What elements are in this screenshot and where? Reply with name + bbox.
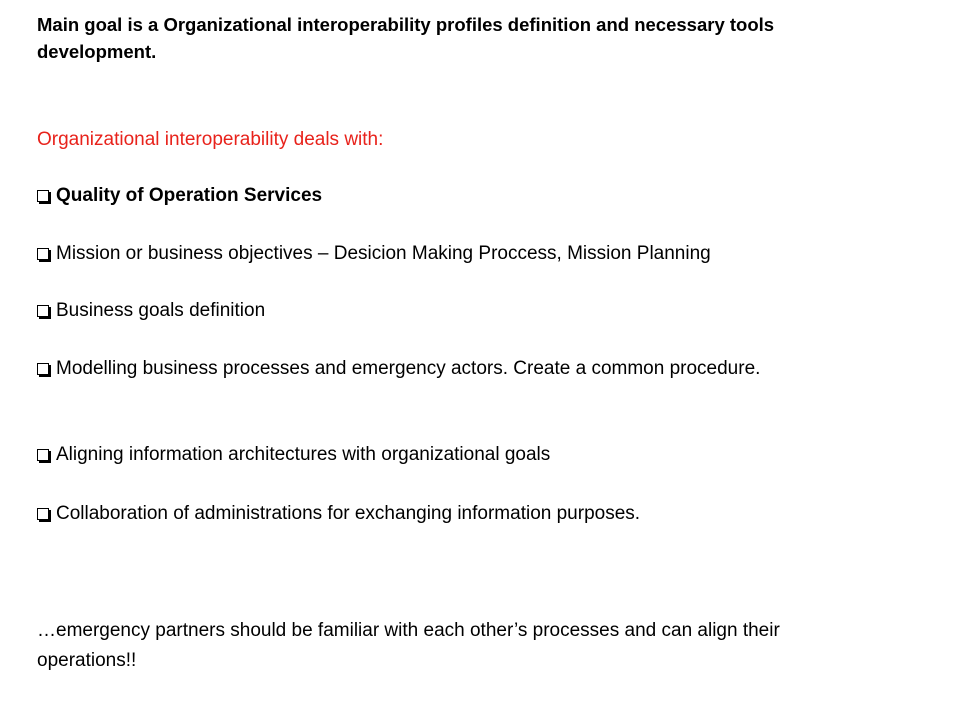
list-item-text: Collaboration of administrations for exchanging information purposes.: [56, 503, 641, 524]
list-item-text: Quality of Operation Services: [56, 185, 323, 206]
checkbox-bullet-icon: [37, 508, 49, 520]
list-item: [37, 240, 857, 267]
list-item: [37, 441, 857, 468]
main-goal-text: Main goal is a Organizational interoperability profiles definition and necessary tools development.: [37, 14, 775, 62]
checkbox-bullet-icon: [37, 363, 49, 375]
list-item-text: Modelling business processes and emergency actors. Create a common procedure.: [56, 358, 761, 379]
checkbox-bullet-icon: [37, 248, 49, 260]
list-item: [37, 355, 777, 382]
checkbox-bullet-icon: [37, 305, 49, 317]
intro-heading: Organizational interoperability deals with:: [37, 129, 384, 150]
list-item: [37, 500, 857, 527]
checkbox-bullet-icon: [37, 449, 49, 461]
closing-text: …emergency partners should be familiar with each other’s processes and can align their operations!!: [37, 620, 780, 671]
checkbox-bullet-icon: [37, 190, 49, 202]
list-item-text: Mission or business objectives – Desicion Making Proccess, Mission Planning: [56, 243, 711, 264]
list-item: [37, 182, 857, 209]
list-item-text: Aligning information architectures with organizational goals: [56, 444, 551, 465]
list-item-text: Business goals definition: [56, 300, 266, 321]
list-item: [37, 297, 857, 324]
